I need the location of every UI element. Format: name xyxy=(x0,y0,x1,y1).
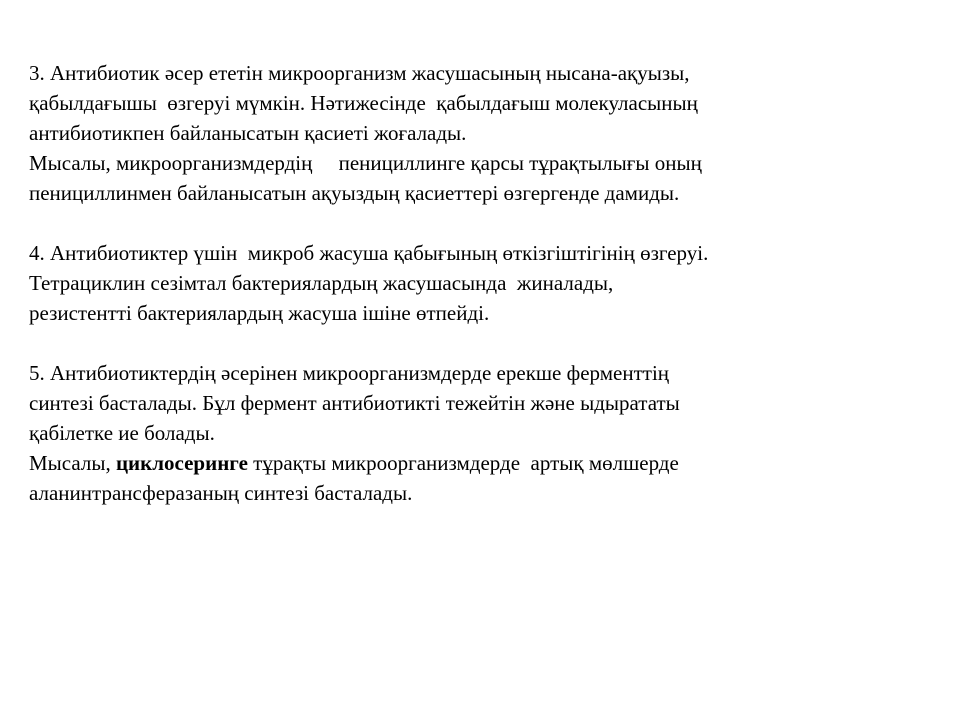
example-bold-term: циклосеринге xyxy=(115,451,248,475)
example-prefix: Мысалы, xyxy=(29,451,116,475)
point-3-line-4: Мысалы, микроорганизмдердің пенициллинге қарсы тұрақтылығы оның xyxy=(29,151,702,175)
point-3-line-3: антибиотикпен байланысатын қасиеті жоғалады. xyxy=(29,121,467,145)
point-4-line-3: резистентті бактериялардың жасуша ішіне өтпейді. xyxy=(29,301,490,325)
point-3-line-1: 3. Антибиотик әсер ететін микроорганизм жасушасының нысана-ақуызы, xyxy=(29,61,690,85)
point-5-line-2: синтезі басталады. Бұл фермент антибиотикті тежейтін және ыдырататы xyxy=(29,391,680,415)
point-4-line-1: 4. Антибиотиктер үшін микроб жасуша қабығының өткізгіштігінің өзгеруі. xyxy=(29,241,709,265)
point-5-example-line xyxy=(29,448,949,478)
example-suffix: тұрақты микроорганизмдерде артық мөлшерде xyxy=(247,451,679,475)
paragraph-gap xyxy=(29,328,949,358)
point-4-line-2: Тетрациклин сезімтал бактериялардың жасушасында жиналады, xyxy=(29,271,614,295)
point-5-line-3: қабілетке ие болады. xyxy=(29,421,215,445)
paragraph-gap xyxy=(29,208,949,238)
point-5-line-1: 5. Антибиотиктердің әсерінен микроорганизмдерде ерекше ферменттің xyxy=(29,361,670,385)
point-3-line-5: пенициллинмен байланысатын ақуыздың қасиеттері өзгергенде дамиды. xyxy=(29,181,680,205)
point-3-line-2: қабылдағышы өзгеруі мүмкін. Нәтижесінде қабылдағыш молекуласының xyxy=(29,91,698,115)
point-5-last-line: аланинтрансферазаның синтезі басталады. xyxy=(29,481,413,505)
slide-text xyxy=(29,58,949,508)
